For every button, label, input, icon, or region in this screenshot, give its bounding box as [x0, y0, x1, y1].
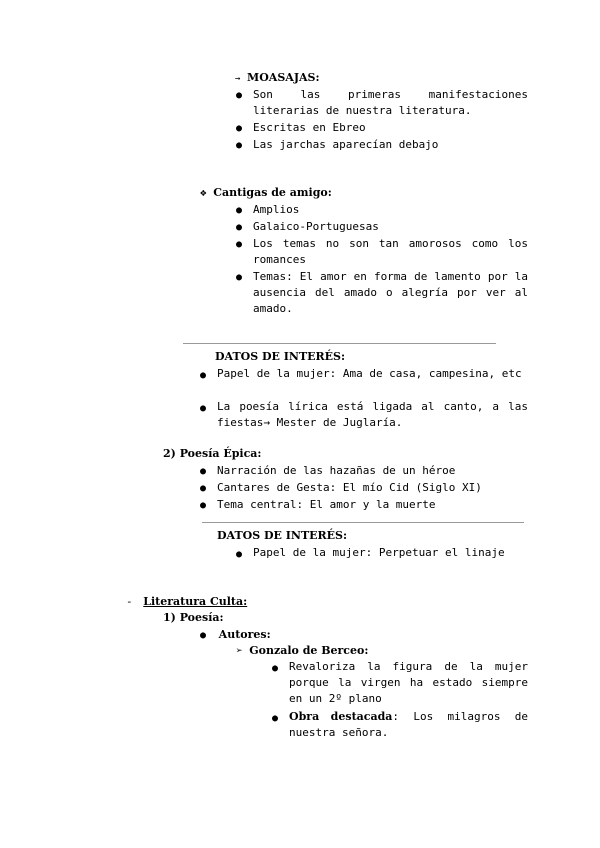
diamond-icon: ❖: [200, 186, 207, 199]
bullet-icon: ●: [200, 403, 207, 414]
section-heading: DATOS DE INTERÉS:: [215, 350, 346, 363]
list-item: Temas: El amor en forma de lamento por la ausencia del amado o alegría por ver al amado.: [253, 270, 528, 315]
divider: [183, 343, 496, 344]
autores-heading: ● Autores:: [200, 628, 271, 641]
section-heading: 1) Poesía:: [163, 611, 224, 624]
list-item: Revaloriza la figura de la mujer porque la virgen ha estado siempre en un 2º plano: [289, 660, 528, 705]
culta-heading: - Literatura Culta:: [126, 595, 248, 608]
list-item: Cantares de Gesta: El mío Cid (Siglo XI): [217, 481, 482, 494]
moasajas-heading: → MOASAJAS:: [235, 71, 320, 84]
list-item: Los temas no son tan amorosos como los romances: [253, 237, 528, 266]
bullet-icon: ●: [236, 239, 243, 250]
dash-icon: -: [126, 595, 133, 608]
bullet-icon: ●: [236, 272, 243, 283]
bullet-icon: ●: [236, 222, 243, 233]
cantigas-heading: ❖ Cantigas de amigo:: [200, 186, 332, 199]
list-item: Escritas en Ebreo: [253, 121, 366, 134]
bullet-icon: ●: [272, 663, 279, 674]
bullet-icon: ●: [200, 630, 207, 641]
bullet-icon: ●: [272, 713, 279, 724]
bullet-icon: ●: [236, 90, 243, 101]
list-item: Papel de la mujer: Ama de casa, campesina, etc: [217, 367, 522, 380]
list-item: Las jarchas aparecían debajo: [253, 138, 439, 151]
list-item: Tema central: El amor y la muerte: [217, 498, 436, 511]
section-heading: 2) Poesía Épica:: [163, 447, 262, 460]
bullet-icon: ●: [200, 483, 207, 494]
arrowhead-icon: ➢: [236, 644, 243, 657]
bullet-icon: ●: [236, 205, 243, 216]
list-item: Obra destacada: Los milagros de nuestra señora.: [289, 710, 528, 739]
bullet-icon: ●: [200, 466, 207, 477]
list-item: Papel de la mujer: Perpetuar el linaje: [253, 546, 505, 559]
divider: [202, 522, 524, 523]
bullet-icon: ●: [200, 370, 207, 381]
list-item: Galaico-Portuguesas: [253, 220, 379, 233]
arrow-icon: →: [235, 74, 241, 84]
bullet-icon: ●: [200, 500, 207, 511]
bullet-icon: ●: [236, 549, 243, 560]
bullet-icon: ●: [236, 140, 243, 151]
list-item: Narración de las hazañas de un héroe: [217, 464, 456, 477]
author-heading: ➢ Gonzalo de Berceo:: [236, 644, 369, 657]
list-item: Amplios: [253, 203, 300, 216]
list-item: La poesía lírica está ligada al canto, a las fiestas→ Mester de Juglaría.: [217, 400, 528, 429]
bullet-icon: ●: [236, 123, 243, 134]
list-item: Son las primeras manifestaciones literarias de nuestra literatura.: [253, 88, 528, 117]
section-heading: DATOS DE INTERÉS:: [217, 529, 348, 542]
